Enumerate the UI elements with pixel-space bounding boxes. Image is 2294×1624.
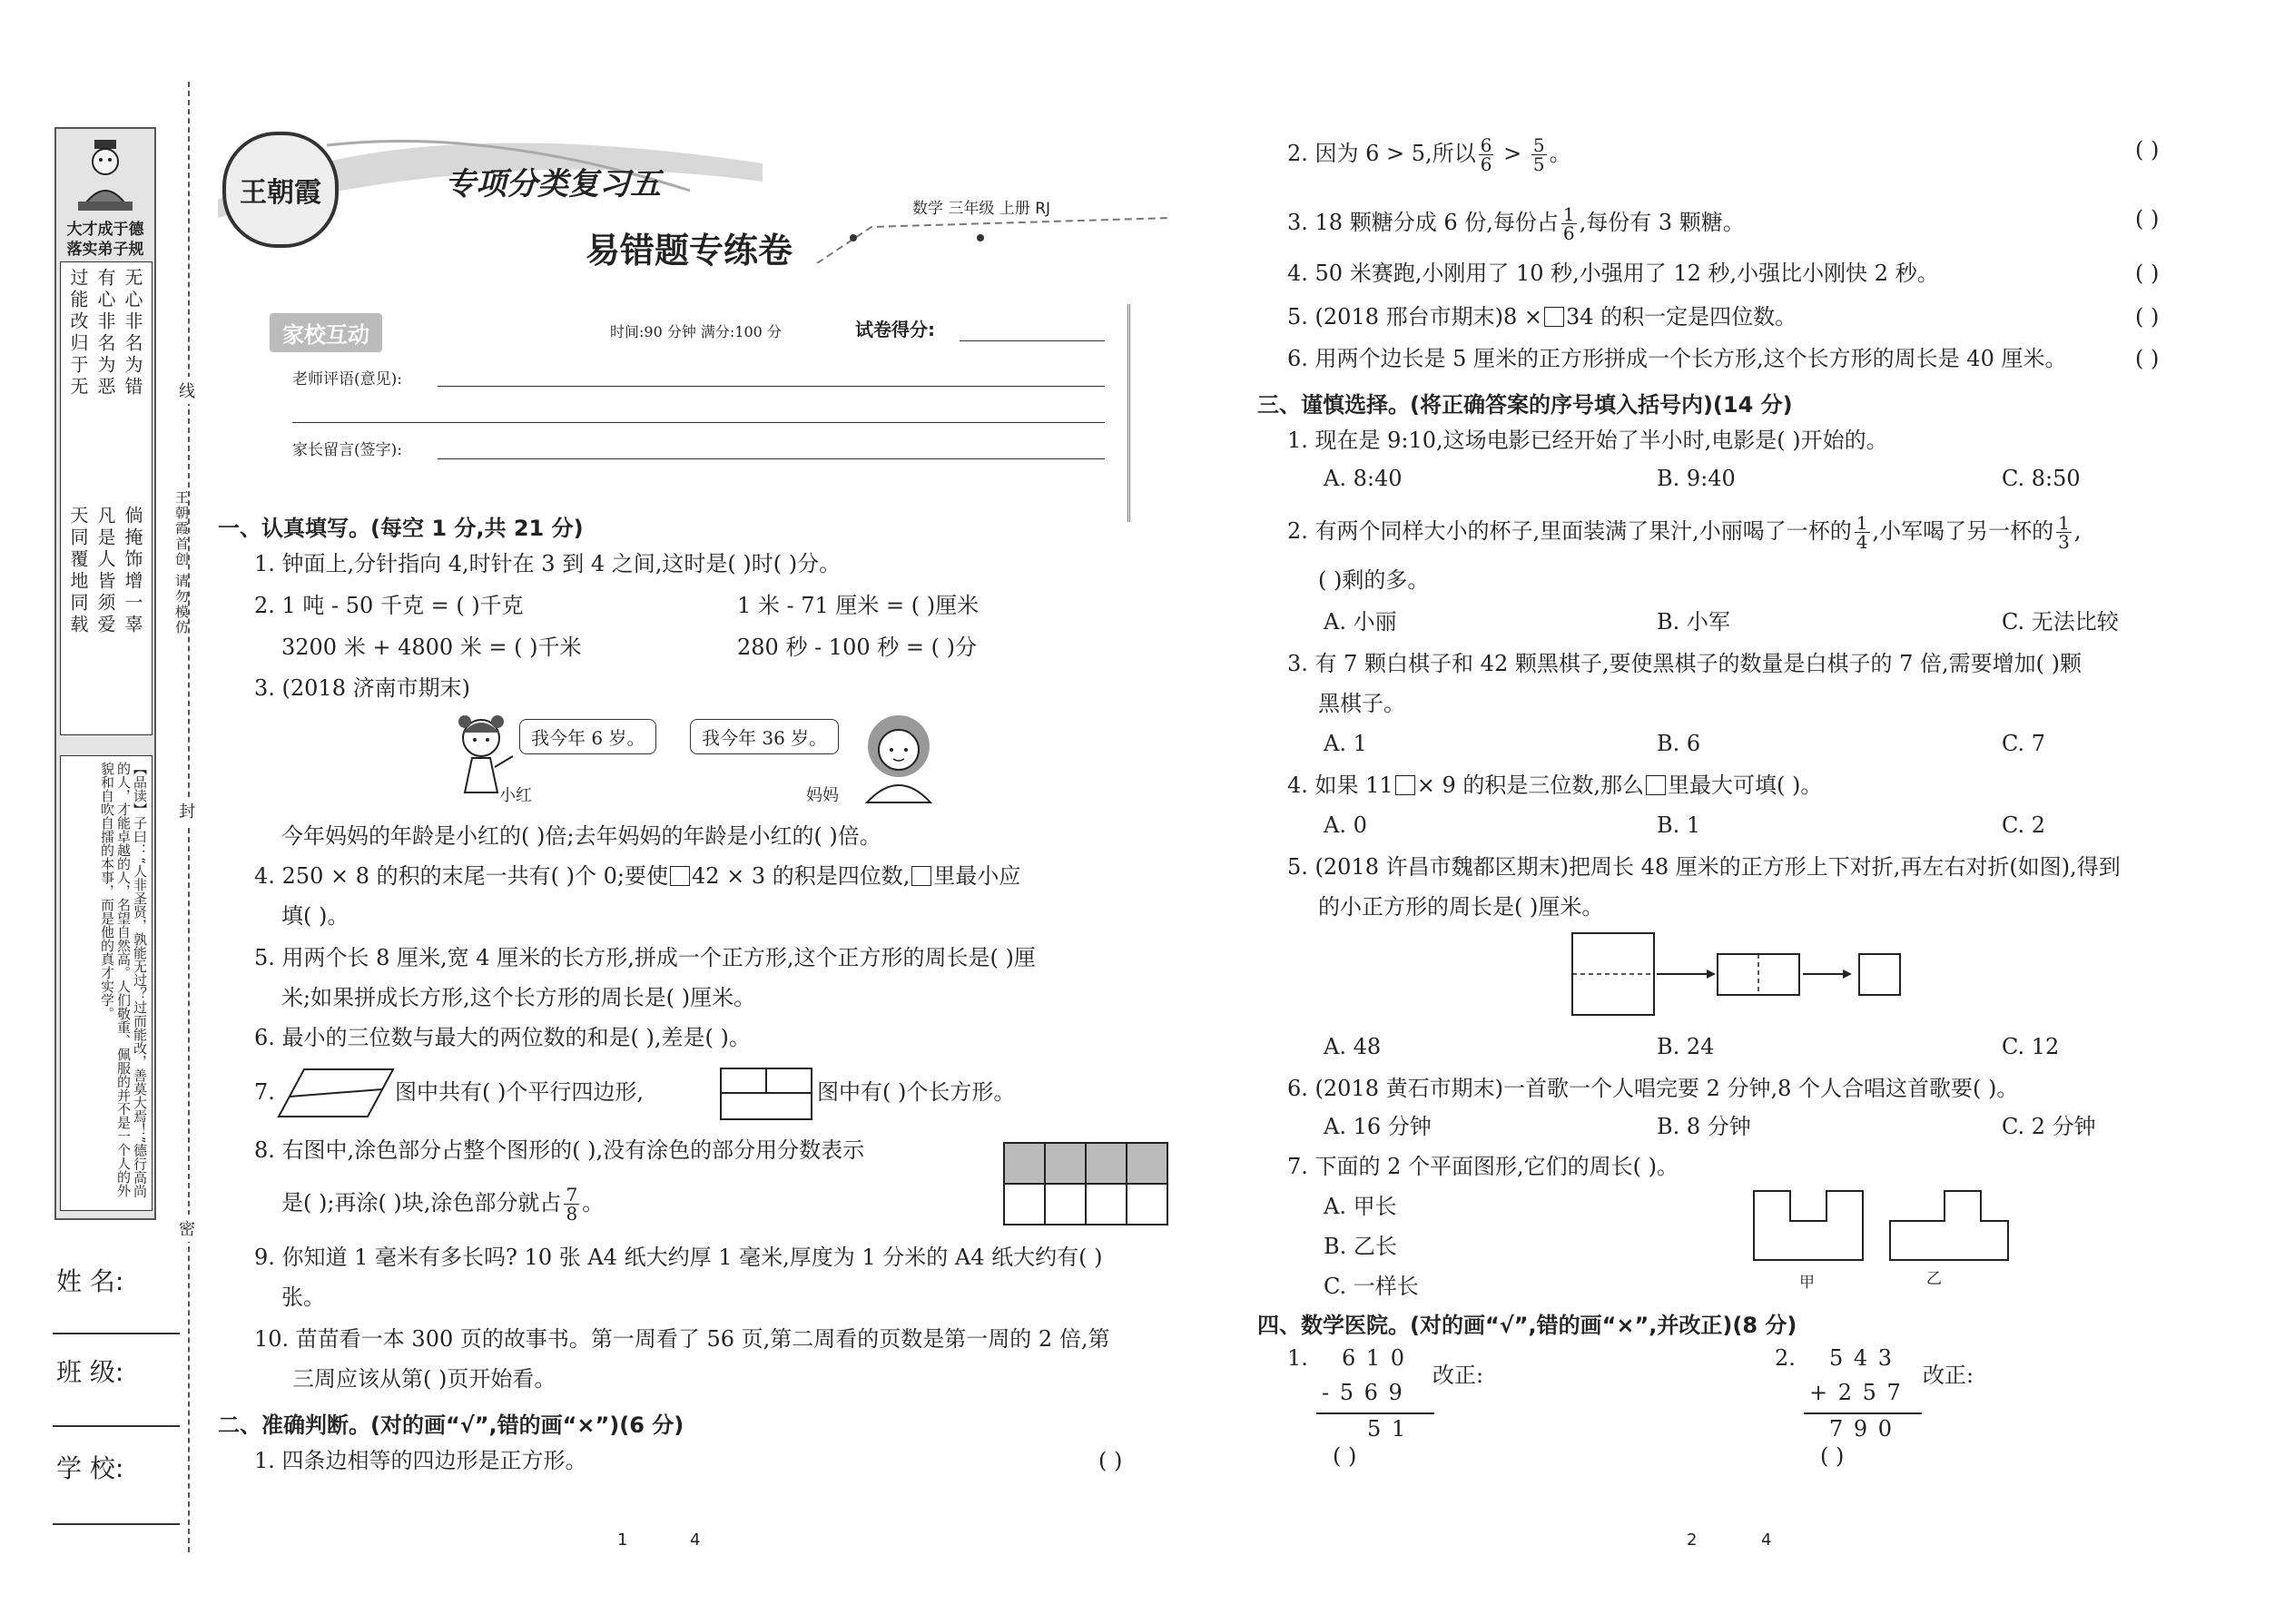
shape-label-b: 乙 [1926,1270,1942,1288]
q1: 1. 钟面上,分针指向 4,时针在 3 到 4 之间,这时是( )时( )分。 [254,551,842,576]
judge-1-answer[interactable]: ( ) [1098,1448,1123,1473]
q2d: 280 秒 - 100 秒 = ( )分 [737,635,977,660]
subject-tag: 数学 三年级 上册 RJ [912,200,1051,218]
judge-1: 1. 四条边相等的四边形是正方形。 [254,1448,587,1473]
judge-5-answer[interactable]: ( ) [2135,304,2160,330]
q4-line1 [254,862,1020,890]
shape-label-a: 甲 [1799,1274,1815,1292]
logo-text: 王朝霞 [240,177,321,209]
choice-2-text-c: , [2073,518,2082,544]
q4c: 里最小应 [933,863,1021,889]
page-number-left-b: 4 [690,1530,701,1550]
rules-col-5: 凡是人皆须爱 [94,506,116,636]
speech-bubble-girl [519,719,656,754]
q7b: 图中共有( )个平行四边形, [395,1079,644,1105]
q2c: 3200 米 + 4800 米 = ( )千米 [281,635,582,660]
m2-result: 7 9 0 [1829,1416,1895,1442]
score-label: 试卷得分: [855,319,935,340]
judge-3-text-a: 3. 18 颗糖分成 6 份,每份占 [1287,210,1559,235]
choice-5b: 的小正方形的周长是( )厘米。 [1318,894,1604,920]
frac-den: 5 [1532,153,1545,175]
choice-3-c[interactable]: C. 7 [2002,731,2046,756]
folding-square-figure [1570,931,1906,1026]
fraction-5-5 [1531,136,1547,173]
box-rule-right [1127,304,1130,522]
page-number-right-b: 4 [1761,1530,1772,1550]
bubble-girl-text: 我今年 6 岁。 [531,727,645,749]
judge-3-text-b: ,每份有 3 颗糖。 [1579,210,1745,235]
school-field[interactable] [53,1523,180,1525]
judge-2-answer[interactable]: ( ) [2135,137,2160,162]
frac-num: 1 [2058,512,2070,534]
q5b: 米;如果拼成长方形,这个长方形的周长是( )厘米。 [281,985,756,1010]
cut-mark-secret: 密 [177,1215,197,1242]
choice-5-c[interactable]: C. 12 [2002,1034,2060,1059]
choice-6-b[interactable]: B. 8 分钟 [1657,1114,1751,1139]
blank-box [1646,775,1666,795]
section-3-title: 三、谨慎选择。(将正确答案的序号填入括号内)(14 分) [1257,392,1793,418]
sidebar-motto-box [54,127,156,1220]
m2-rule [1804,1412,1922,1414]
page-number-left-a: 1 [617,1530,628,1550]
rules-col-2: 有心非名为恶 [94,268,116,399]
m1-fix-label: 改正: [1433,1363,1484,1388]
time-info: 时间:90 分钟 满分:100 分 [610,323,782,340]
choice-2-b[interactable]: B. 小军 [1657,609,1730,635]
reading-text: 【品读】子曰：“人非圣贤，孰能无过？过而能改，善莫大焉！”德行高尚的人，才能卓越的人，名望自然高。人们敬重、佩服的并不是一个人的外貌和自吹自擂的本事，而是他的真才实学。 [99,762,148,1198]
q6: 6. 最小的三位数与最大的两位数的和是( ),差是( )。 [254,1025,751,1050]
choice-5-a[interactable]: A. 48 [1324,1034,1382,1059]
m1-number: 1. [1287,1345,1308,1371]
home-school-label: 家校互动 [270,313,382,352]
choice-1-a[interactable]: A. 8:40 [1324,466,1403,491]
choice-6-a[interactable]: A. 16 分钟 [1324,1114,1432,1139]
q3: 3. (2018 济南市期末) [254,675,470,701]
school-label: 学 校: [56,1453,124,1483]
choice-7-b[interactable]: B. 乙长 [1324,1234,1397,1259]
judge-5-text-a: 5. (2018 邢台市期末)8 × [1287,304,1542,330]
section-2-title: 二、准确判断。(对的画“√”,错的画“×”)(6 分) [218,1412,684,1438]
blank-box [1544,307,1564,327]
speech-bubble-mother [690,719,839,754]
m1-mid: - 5 6 9 [1322,1380,1404,1405]
cut-mark-seal: 封 [177,797,197,824]
q7c: 图中有( )个长方形。 [817,1079,1016,1105]
choice-6-c[interactable]: C. 2 分钟 [2002,1114,2096,1139]
home-school-box [256,313,1146,495]
choice-1-b[interactable]: B. 9:40 [1657,466,1736,491]
rectangle-figure [720,1068,812,1124]
frac-den: 4 [1856,531,1868,553]
publisher-note: 王朝霞首创 请勿模仿 [173,490,190,635]
parallelogram-figure [277,1068,395,1122]
girl-label: 小红 [499,786,532,805]
frac-num: 6 [1480,134,1492,156]
frac-den: 6 [1480,153,1492,175]
class-field[interactable] [53,1425,180,1427]
rules-col-1: 无心非名为错 [122,268,143,399]
fraction-7-8 [564,1186,579,1223]
frac-den: 8 [566,1203,578,1225]
choice-4-c[interactable]: C. 2 [2002,812,2046,838]
m1-top: 6 1 0 [1342,1345,1407,1371]
parent-comment-label: 家长留言(签字): [292,441,402,459]
judge-5-text-b: 34 的积一定是四位数。 [1565,304,1797,330]
frac-num: 1 [1562,203,1575,225]
judge-6-answer[interactable]: ( ) [2135,346,2160,371]
judge-5 [1287,303,1797,330]
choice-5a: 5. (2018 许昌市魏都区期末)把周长 48 厘米的正方形上下对折,再左右对折(如图),得到 [1287,854,2121,880]
score-field[interactable] [960,340,1105,341]
blank-box [1395,775,1415,795]
q4d: 填( )。 [281,903,350,929]
m1-result: 5 1 [1367,1416,1408,1442]
choice-3-a[interactable]: A. 1 [1324,731,1367,756]
rules-col-4: 倘掩饰增一辜 [122,506,143,636]
q8b: 是( );再涂( )块,涂色部分就占 [281,1190,562,1216]
judge-2: 2. 因为 6 > 5,所以 $\frac{6}{6}$ > $\frac{5}{5}$ 。 [1287,134,1571,175]
frac-num: 7 [566,1184,578,1206]
choice-4-text-b: × 9 的积是三位数,那么 [1416,773,1644,798]
choice-2-text-a: 2. 有两个同样大小的杯子,里面装满了果汁,小丽喝了一杯的 [1287,518,1852,544]
rules-box [60,261,153,735]
choice-2-c[interactable]: C. 无法比较 [2002,609,2119,635]
section-4-title: 四、数学医院。(对的画“√”,错的画“×”,并改正)(8 分) [1257,1313,1797,1338]
class-label: 班 级: [56,1357,124,1387]
gt-sign: > [1503,141,1522,166]
m2-top: 5 4 3 [1829,1345,1895,1371]
name-field[interactable] [53,1333,180,1334]
q8-line2 [281,1186,604,1223]
frac-num: 1 [1856,512,1868,534]
perimeter-shapes-figure [1752,1189,2024,1265]
q4b: 42 × 3 的积是四位数, [691,863,911,889]
q2b: 1 米 - 71 厘米 = ( )厘米 [737,593,980,618]
name-label: 姓 名: [56,1266,124,1296]
q5a: 5. 用两个长 8 厘米,宽 4 厘米的长方形,拼成一个正方形,这个正方形的周长是( )厘 [254,945,1036,970]
sidebar [50,127,159,1235]
blank-box [911,866,931,886]
q8a: 8. 右图中,涂色部分占整个图形的( ),没有涂色的部分用分数表示 [254,1137,865,1163]
choice-7-a[interactable]: A. 甲长 [1324,1194,1397,1219]
sidebar-motto: 大才成于德 落实弟子规 [66,221,144,259]
hospital-problem-1 [1287,1345,1560,1472]
teacher-comment-line-2 [292,422,1105,423]
q9b: 张。 [281,1284,325,1310]
m2-number: 2. [1775,1345,1796,1371]
judge-3 [1287,205,1745,242]
shaded-grid-figure [1003,1142,1168,1229]
q4a: 4. 250 × 8 的积的末尾一共有( )个 0;要使 [254,863,668,889]
paper-title: 易错题专练卷 [586,230,793,271]
q3b: 今年妈妈的年龄是小红的( )倍;去年妈妈的年龄是小红的( )倍。 [281,823,881,849]
rules-col-3: 过能改归于无 [67,268,89,399]
fraction-1-4 [1855,514,1870,551]
fraction-1-6 [1561,205,1577,242]
m2-answer[interactable]: ( ) [1820,1443,1845,1469]
choice-4-text-a: 4. 如果 11 [1287,773,1393,798]
cut-mark-line: 线 [177,377,197,404]
q7-label: 7. [254,1079,275,1105]
m2-mid: + 2 5 7 [1809,1380,1903,1405]
frac-num: 5 [1532,134,1545,156]
logo-badge [222,132,339,248]
choice-3-b[interactable]: B. 6 [1657,731,1701,756]
choice-4-a[interactable]: A. 0 [1324,812,1367,838]
choice-7-c[interactable]: C. 一样长 [1324,1274,1419,1299]
choice-1: 1. 现在是 9:10,这场电影已经开始了半小时,电影是( )开始的。 [1287,428,1888,453]
choice-2-d: ( )剩的多。 [1318,567,1430,593]
q2a: 2. 1 吨 - 50 千克 = ( )千克 [254,593,524,618]
reading-box [60,755,153,1211]
q8-end: 。 [582,1190,605,1216]
m2-fix-label: 改正: [1923,1363,1974,1388]
choice-7: 7. 下面的 2 个平面图形,它们的周长( )。 [1287,1154,1679,1179]
bubble-mother-text: 我今年 36 岁。 [702,727,828,749]
rules-col-6: 天同覆地同载 [67,506,89,636]
choice-4 [1287,772,1822,799]
judge-3-answer[interactable]: ( ) [2135,206,2160,231]
choice-2-a[interactable]: A. 小丽 [1324,609,1397,635]
judge-4-answer[interactable]: ( ) [2135,261,2160,286]
frac-den: 6 [1562,222,1575,244]
q9a: 9. 你知道 1 毫米有多长吗? 10 张 A4 纸大约厚 1 毫米,厚度为 1 分米的 A4 纸大约有( ) [254,1245,1103,1270]
choice-2 [1287,514,2082,551]
m1-rule [1316,1412,1434,1414]
choice-3a: 3. 有 7 颗白棋子和 42 颗黑棋子,要使黑棋子的数量是白棋子的 7 倍,需要增加( )颗 [1287,651,2082,676]
blank-box [670,866,690,886]
m1-answer[interactable]: ( ) [1333,1443,1357,1469]
frac-den: 3 [2058,531,2070,553]
q10b: 三周应该从第( )页开始看。 [292,1366,556,1392]
teacher-comment-field[interactable] [438,386,1105,387]
q10a: 10. 苗苗看一本 300 页的故事书。第一周看了 56 页,第二周看的页数是第一周的 2 倍,第 [254,1326,1110,1352]
choice-3b: 黑棋子。 [1318,691,1405,716]
parent-comment-field[interactable] [438,458,1105,459]
choice-2-text-b: ,小军喝了另一杯的 [1872,518,2054,544]
fraction-6-6 [1479,136,1494,173]
judge-6: 6. 用两个边长是 5 厘米的正方形拼成一个长方形,这个长方形的周长是 40 厘米。 [1287,346,2067,371]
choice-5-b[interactable]: B. 24 [1657,1034,1715,1059]
mother-figure [853,708,944,807]
judge-4: 4. 50 米赛跑,小刚用了 10 秒,小强用了 12 秒,小强比小刚快 2 秒。 [1287,261,1939,286]
mother-label: 妈妈 [806,786,839,805]
choice-4-b[interactable]: B. 1 [1657,812,1701,838]
section-1-title: 一、认真填写。(每空 1 分,共 21 分) [218,516,584,541]
scholar-figure [73,136,138,218]
fraction-1-3 [2056,514,2072,551]
hospital-problem-2 [1775,1345,2047,1472]
series-title: 专项分类复习五 [445,166,661,202]
teacher-comment-label: 老师评语(意见): [292,370,402,389]
page-number-right-a: 2 [1687,1530,1698,1550]
choice-6: 6. (2018 黄石市期末)一首歌一个人唱完要 2 分钟,8 个人合唱这首歌要( )。 [1287,1076,2019,1101]
judge-2-text: 2. 因为 6 > 5,所以 [1287,141,1476,166]
choice-1-c[interactable]: C. 8:50 [2002,466,2081,491]
choice-4-text-c: 里最大可填( )。 [1667,773,1823,798]
